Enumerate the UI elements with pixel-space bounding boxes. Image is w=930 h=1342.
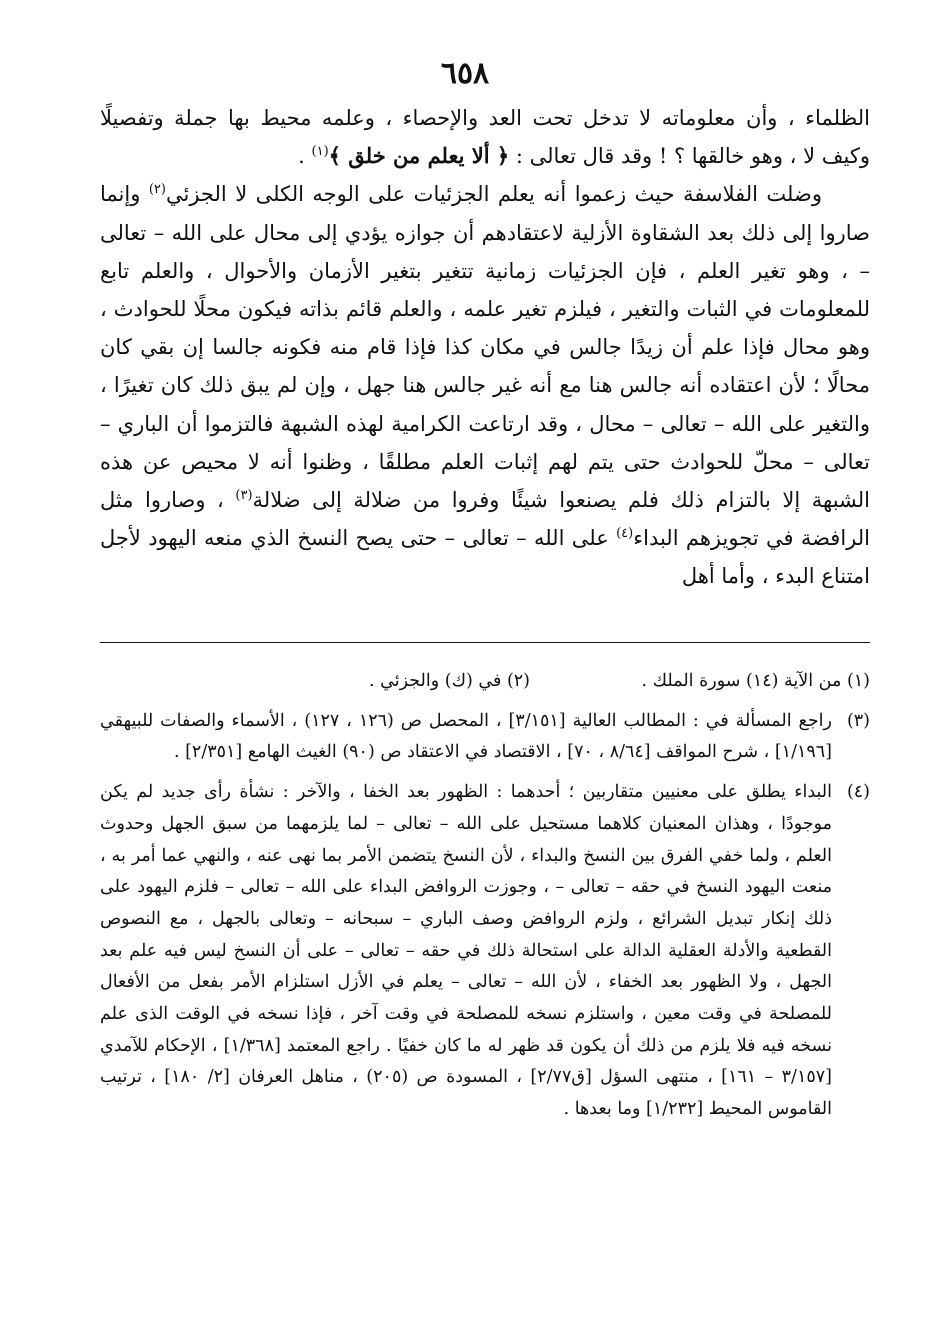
footnote-2	[190, 666, 530, 698]
footnote-3-number: (٣)	[846, 710, 870, 731]
paragraph-2-text-a: وضلت الفلاسفة حيث زعموا أنه يعلم الجزئيات على الوجه الكلى لا الجزئي	[165, 182, 822, 207]
page-number: ٦٥٨	[440, 56, 490, 91]
footnote-4	[100, 777, 870, 1126]
main-text	[100, 99, 870, 596]
paragraph-2-text-d: على الله – تعالى – حتى يصح النسخ الذي منعه اليهود لأجل امتناع البدء ، وأما أهل	[100, 526, 870, 589]
paragraph-1	[100, 99, 870, 175]
footnote-2-text: في (ك) والجزئي .	[369, 671, 502, 691]
paragraph-2	[100, 175, 870, 595]
footnote-1-number: (١)	[846, 671, 870, 691]
footnote-4-number: (٤)	[846, 782, 870, 803]
footnote-divider	[100, 642, 870, 643]
footnotes-section	[100, 666, 870, 1126]
footnote-ref-1[interactable]: (١)	[311, 144, 329, 160]
paragraph-1-end: .	[298, 144, 312, 169]
footnotes-row-1-2	[100, 666, 870, 698]
paragraph-1-text: الظلماء ، وأن معلوماته لا تدخل تحت العد والإحصاء ، وعلمه محيط بها جملة وتفصيلًا وكيف لا ، وهو خالقها ؟ ! وقد قال تعالى :	[100, 106, 870, 169]
footnote-1-text: من الآية (١٤) سورة الملك .	[641, 671, 842, 691]
paragraph-2-text-b: وإنما صاروا إلى ذلك بعد الشقاوة الأزلية لاعتقادهم أن جوازه يؤدي إلى محال على الله – تعالى – ، وهو تغير العلم ، فإن الجزئيات زمانية تتغير بتغير الأزمان والأحوال ، والعلم تابع للمعلومات في الثبات والتغير ، فيلزم تغير علمه ، والعلم قائم بذاته فيكون محلًا للحوادث ، وهو محال فإذا علم أن زيدًا جالس في مكان كذا فإذا قام منه فكونه جالسا إن بقي كان محالًا ؛ لأن اعتقاده أنه جالس هنا مع أنه غير جالس هنا جهل ، وإن لم يبق ذلك كان تغيرًا ، والتغير على الله – تعالى – محال ، وقد ارتاعت الكرامية لهذه الشبهة فالتزموا أن الباري – تعالى – محلّ للحوادث حتى يتم لهم إثبات العلم مطلقًا ، وظنوا أنه لا محيص عن هذه الشبهة إلا بالتزام ذلك فلم يصنعوا شيئًا وفروا من ضلالة إلى ضلالة	[100, 182, 870, 513]
footnote-3	[100, 706, 870, 769]
footnote-2-number: (٢)	[506, 671, 530, 691]
footnote-3-text: راجع المسألة في : المطالب العالية [٣/١٥١] ، المحصل ص (١٢٦ ، ١٢٧) ، الأسماء والصفات للبيهقي [١/١٩٦] ، شرح المواقف [٨/٦٤ ، ٧٠] ، الاقتصاد في الاعتقاد ص (٩٠) الغيث الهامع [٢/٣٥١] .	[100, 710, 832, 763]
footnote-ref-3[interactable]: (٣)	[235, 488, 253, 504]
footnote-ref-4[interactable]: (٤)	[616, 526, 634, 542]
footnote-4-text: البداء يطلق على معنيين متقاربين ؛ أحدهما : الظهور بعد الخفا ، والآخر : نشأة رأى جديد لم يكن موجودًا ، وهذان المعنيان كلاهما مستحيل على الله – تعالى – لما يلزمهما من سبق الجهل وحدوث العلم ، ولما خفي الفرق بين النسخ والبداء ، لأن النسخ يتضمن الأمر بما نهى عنه ، والنهي عما أمر به ، منعت اليهود النسخ في حقه – تعالى – ، وجوزت الروافض البداء على الله – تعالى – فلزم اليهود على ذلك إنكار تبديل الشرائع ، ولزم الروافض وصف الباري – سبحانه – وتعالى بالجهل ، مع النصوص القطعية والأدلة العقلية الدالة على استحالة ذلك في حقه – تعالى – على أن النسخ ليس فيه علم بعد الجهل ، ولا الظهور بعد الخفاء ، لأن الله – تعالى – يعلم في الأزل استلزام الأمر بفعل من الأفعال للمصلحة في وقت معين ، واستلزم نسخه للمصلحة في وقت آخر ، فإذا نسخه في الوقت الذى علم نسخه فيه فلا يلزم من ذلك أن يكون قد ظهر له ما كان خفيًا . راجع المعتمد [١/٣٦٨] ، الإحكام للآمدي [٣/١٥٧ – ١٦١] ، منتهى السؤل [ق٢/٧٧] ، المسودة ص (٢٠٥) ، مناهل العرفان [٢/ ١٨٠] ، ترتيب القاموس المحيط [١/٢٣٢] وما بعدها .	[100, 782, 833, 1120]
quran-verse: ﴿ ألا يعلم من خلق ﴾	[328, 143, 510, 169]
footnote-1	[530, 666, 870, 698]
paragraph-2-text-c: ، وصاروا مثل الرافضة في تجويزهم البداء	[100, 488, 870, 551]
footnote-ref-2[interactable]: (٢)	[148, 182, 166, 198]
